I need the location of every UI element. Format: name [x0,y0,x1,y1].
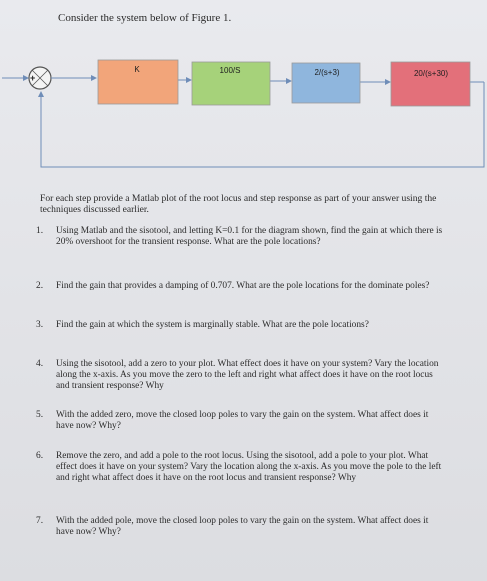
block-integrator [192,62,270,105]
question-3-text: Find the gain at which the system is marginally stable. What are the pole locations? [56,320,369,330]
question-1 [36,226,446,248]
block-integrator-label: 100/S [219,66,241,75]
question-6-text: Remove the zero, and add a pole to the root locus. Using the sisotool, add a pole to your plot. What effect does it have on your system? Vary the location along the x-axis. As you move the pole to the left and right what affect does it have on the root locus and transient response? Why [56,451,442,483]
question-1-text: Using Matlab and the sisotool, and letting K=0.1 for the diagram shown, find the gain at which there is 20% overshoot for the transient response. What are the pole locations? [56,226,443,247]
block-k [98,60,178,104]
block-plant-2-label: 20/(s+30) [413,69,449,78]
question-2-number: 2. [36,281,44,291]
question-1-number: 1. [36,226,44,236]
instructions-paragraph: For each step provide a Matlab plot of the root locus and step response as part of your answer using the techniques discussed earlier. [40,193,437,216]
question-3-number: 3. [36,320,44,330]
question-7 [36,516,446,538]
question-3 [36,320,446,331]
block-plant-1 [292,63,360,103]
question-7-number: 7. [36,516,44,526]
question-6 [36,451,446,484]
block-plant-2 [391,62,470,106]
question-4 [36,359,446,392]
question-5 [36,410,446,432]
question-4-number: 4. [36,359,44,369]
summing-plus-sign: + [30,73,36,83]
question-7-text: With the added pole, move the closed loop poles to vary the gain on the system. What affect does it have now? Why? [56,516,429,537]
question-4-text: Using the sisotool, add a zero to your plot. What effect does it have on your system? Vary the location along the x-axis. As you move the zero to the left and right what affect does it have on the root locus and transient response? Why [56,359,439,391]
question-5-number: 5. [36,410,44,420]
summing-junction [29,67,51,89]
question-2 [36,281,446,292]
question-2-text: Find the gain that provides a damping of 0.707. What are the pole locations for the dominate poles? [56,281,430,291]
block-k-label: K [134,65,140,74]
intro-text: Consider the system below of Figure 1. [58,12,232,24]
block-diagram [0,0,487,190]
block-plant-1-label: 2/(s+3) [314,68,340,77]
question-6-number: 6. [36,451,44,461]
question-5-text: With the added zero, move the closed loop poles to vary the gain on the system. What affect does it have now? Why? [56,410,429,431]
